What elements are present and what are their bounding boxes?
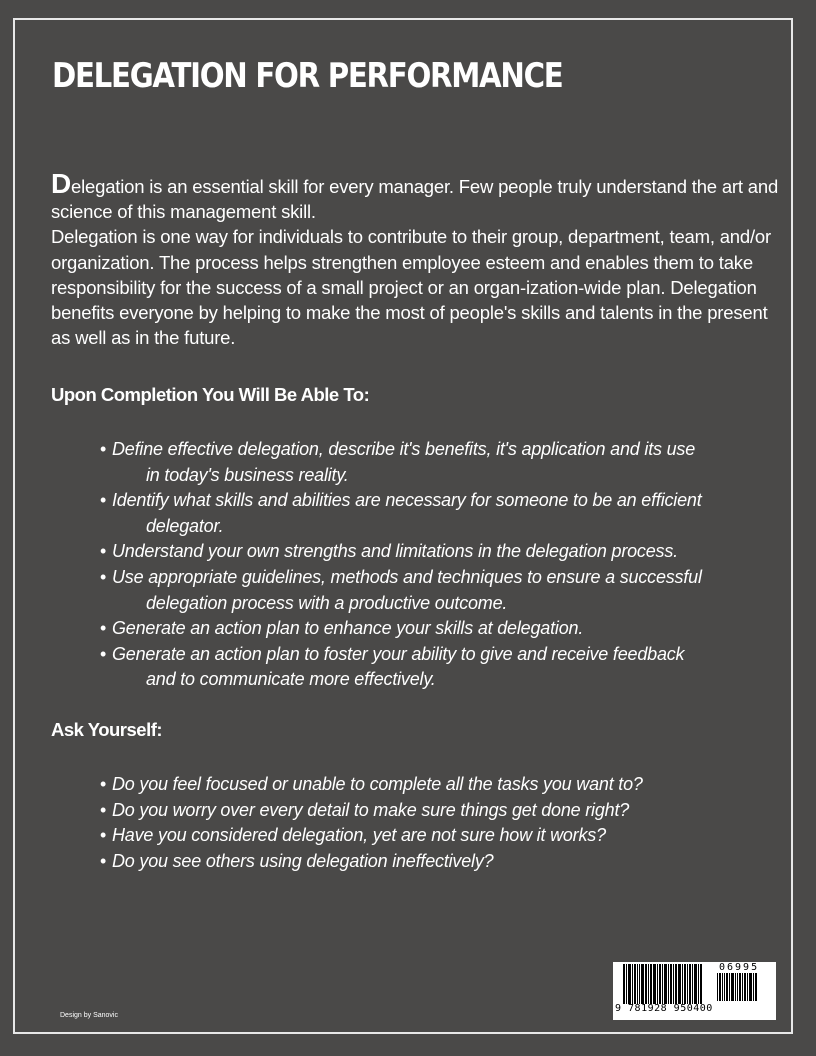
ask-heading: Ask Yourself: [51,719,163,740]
barcode-bars [623,964,707,1004]
list-item: • Generate an action plan to foster your ability to give and receive feedback and to communicate more effectively. [100,642,780,693]
list-item: • Understand your own strengths and limitations in the delegation process. [100,539,780,565]
list-item: • Do you worry over every detail to make sure things get done right? [100,798,780,824]
objectives-heading: Upon Completion You Will Be Able To: [51,384,370,405]
list-item: • Do you see others using delegation ineffectively? [100,849,780,875]
list-item: • Have you considered delegation, yet are not sure how it works? [100,823,780,849]
isbn-barcode [613,962,776,1020]
intro-text [51,168,781,350]
list-item: • Define effective delegation, describe it's benefits, it's application and its use in today's business reality. [100,437,780,488]
objectives-list [100,437,780,693]
design-credit: Design by Sanovic [60,1012,118,1019]
intro-paragraph-2: Delegation is one way for individuals to contribute to their group, department, team, and/or organization. The process helps strengthen employee esteem and enables them to take responsibility for the success of a small project or an organ-ization-wide plan. Delegation benefits everyone by helping to make the most of people's skills and talents in the present as well as in the future. [51,226,771,349]
list-item: • Do you feel focused or unable to complete all the tasks you want to? [100,772,780,798]
barcode-number: 9 781928 950400 [615,1003,713,1014]
ask-list [100,772,780,874]
list-item: • Identify what skills and abilities are necessary for someone to be an efficient delegator. [100,488,780,539]
list-item: • Generate an action plan to enhance your skills at delegation. [100,616,780,642]
dropcap: D [51,168,72,199]
intro-paragraph-1: Delegation is an essential skill for every manager. Few people truly understand the art and science of this management skill. [51,168,779,223]
barcode-addon-number: 06995 [719,962,760,973]
list-item: • Use appropriate guidelines, methods and techniques to ensure a successful delegation process with a productive outcome. [100,565,780,616]
barcode-addon-bars [717,973,761,1001]
page-title: DELEGATION FOR PERFORMANCE [52,56,563,96]
